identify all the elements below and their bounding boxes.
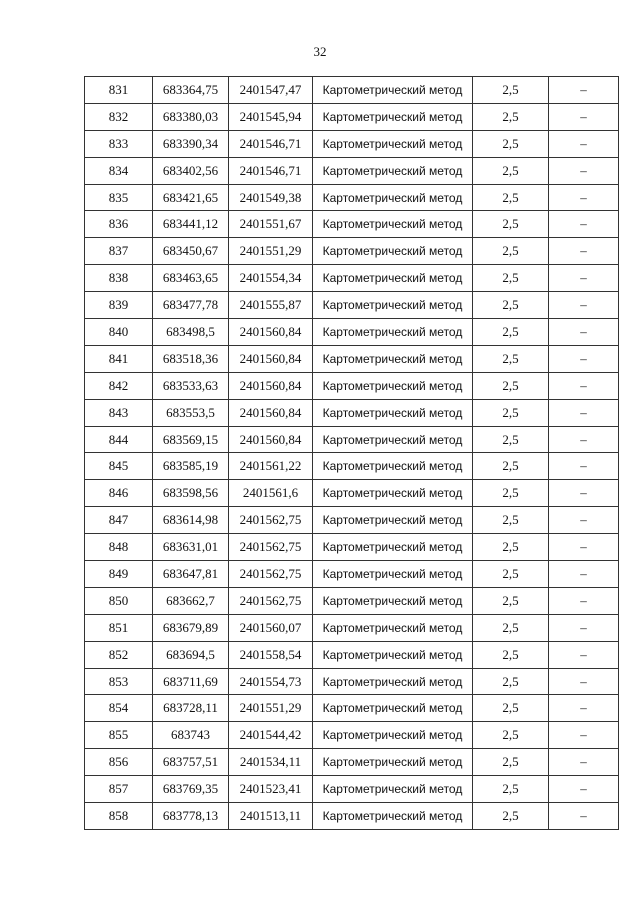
note-cell: – xyxy=(549,157,619,184)
method-cell: Картометрический метод xyxy=(313,641,473,668)
note-cell: – xyxy=(549,668,619,695)
table-row xyxy=(85,668,619,695)
point-number-cell: 850 xyxy=(85,587,153,614)
table-row xyxy=(85,319,619,346)
x-coordinate-cell: 683477,78 xyxy=(153,292,229,319)
note-cell: – xyxy=(549,399,619,426)
table-row xyxy=(85,345,619,372)
table-row xyxy=(85,722,619,749)
table-row xyxy=(85,507,619,534)
note-cell: – xyxy=(549,292,619,319)
accuracy-cell: 2,5 xyxy=(473,184,549,211)
table-row xyxy=(85,776,619,803)
note-cell: – xyxy=(549,453,619,480)
table-row xyxy=(85,211,619,238)
table-row xyxy=(85,238,619,265)
method-cell: Картометрический метод xyxy=(313,426,473,453)
x-coordinate-cell: 683390,34 xyxy=(153,130,229,157)
accuracy-cell: 2,5 xyxy=(473,345,549,372)
note-cell: – xyxy=(549,776,619,803)
accuracy-cell: 2,5 xyxy=(473,776,549,803)
table-row xyxy=(85,534,619,561)
point-number-cell: 845 xyxy=(85,453,153,480)
accuracy-cell: 2,5 xyxy=(473,399,549,426)
point-number-cell: 846 xyxy=(85,480,153,507)
y-coordinate-cell: 2401560,84 xyxy=(229,426,313,453)
y-coordinate-cell: 2401546,71 xyxy=(229,157,313,184)
method-cell: Картометрический метод xyxy=(313,507,473,534)
y-coordinate-cell: 2401560,84 xyxy=(229,319,313,346)
accuracy-cell: 2,5 xyxy=(473,426,549,453)
x-coordinate-cell: 683662,7 xyxy=(153,587,229,614)
accuracy-cell: 2,5 xyxy=(473,130,549,157)
page-number: 32 xyxy=(313,44,327,59)
y-coordinate-cell: 2401561,22 xyxy=(229,453,313,480)
accuracy-cell: 2,5 xyxy=(473,157,549,184)
table-row xyxy=(85,292,619,319)
point-number-cell: 837 xyxy=(85,238,153,265)
note-cell: – xyxy=(549,722,619,749)
y-coordinate-cell: 2401562,75 xyxy=(229,507,313,534)
accuracy-cell: 2,5 xyxy=(473,103,549,130)
accuracy-cell: 2,5 xyxy=(473,480,549,507)
y-coordinate-cell: 2401549,38 xyxy=(229,184,313,211)
accuracy-cell: 2,5 xyxy=(473,238,549,265)
table-row xyxy=(85,184,619,211)
table-row xyxy=(85,453,619,480)
y-coordinate-cell: 2401558,54 xyxy=(229,641,313,668)
point-number-cell: 852 xyxy=(85,641,153,668)
accuracy-cell: 2,5 xyxy=(473,803,549,830)
y-coordinate-cell: 2401551,29 xyxy=(229,695,313,722)
x-coordinate-cell: 683364,75 xyxy=(153,77,229,104)
method-cell: Картометрический метод xyxy=(313,534,473,561)
method-cell: Картометрический метод xyxy=(313,157,473,184)
note-cell: – xyxy=(549,641,619,668)
y-coordinate-cell: 2401554,73 xyxy=(229,668,313,695)
accuracy-cell: 2,5 xyxy=(473,587,549,614)
note-cell: – xyxy=(549,507,619,534)
point-number-cell: 854 xyxy=(85,695,153,722)
note-cell: – xyxy=(549,319,619,346)
x-coordinate-cell: 683533,63 xyxy=(153,372,229,399)
accuracy-cell: 2,5 xyxy=(473,641,549,668)
method-cell: Картометрический метод xyxy=(313,130,473,157)
note-cell: – xyxy=(549,103,619,130)
method-cell: Картометрический метод xyxy=(313,614,473,641)
coordinates-table xyxy=(84,76,619,830)
x-coordinate-cell: 683598,56 xyxy=(153,480,229,507)
y-coordinate-cell: 2401562,75 xyxy=(229,561,313,588)
method-cell: Картометрический метод xyxy=(313,292,473,319)
note-cell: – xyxy=(549,803,619,830)
note-cell: – xyxy=(549,265,619,292)
point-number-cell: 853 xyxy=(85,668,153,695)
point-number-cell: 858 xyxy=(85,803,153,830)
x-coordinate-cell: 683711,69 xyxy=(153,668,229,695)
y-coordinate-cell: 2401547,47 xyxy=(229,77,313,104)
note-cell: – xyxy=(549,614,619,641)
accuracy-cell: 2,5 xyxy=(473,534,549,561)
x-coordinate-cell: 683769,35 xyxy=(153,776,229,803)
point-number-cell: 838 xyxy=(85,265,153,292)
point-number-cell: 842 xyxy=(85,372,153,399)
x-coordinate-cell: 683757,51 xyxy=(153,749,229,776)
method-cell: Картометрический метод xyxy=(313,345,473,372)
y-coordinate-cell: 2401534,11 xyxy=(229,749,313,776)
accuracy-cell: 2,5 xyxy=(473,668,549,695)
note-cell: – xyxy=(549,345,619,372)
accuracy-cell: 2,5 xyxy=(473,319,549,346)
note-cell: – xyxy=(549,184,619,211)
table-row xyxy=(85,130,619,157)
x-coordinate-cell: 683694,5 xyxy=(153,641,229,668)
method-cell: Картометрический метод xyxy=(313,77,473,104)
note-cell: – xyxy=(549,749,619,776)
note-cell: – xyxy=(549,480,619,507)
x-coordinate-cell: 683441,12 xyxy=(153,211,229,238)
method-cell: Картометрический метод xyxy=(313,238,473,265)
accuracy-cell: 2,5 xyxy=(473,722,549,749)
table-row xyxy=(85,480,619,507)
y-coordinate-cell: 2401544,42 xyxy=(229,722,313,749)
accuracy-cell: 2,5 xyxy=(473,453,549,480)
x-coordinate-cell: 683498,5 xyxy=(153,319,229,346)
accuracy-cell: 2,5 xyxy=(473,561,549,588)
table-row xyxy=(85,426,619,453)
y-coordinate-cell: 2401513,11 xyxy=(229,803,313,830)
coordinates-table-body xyxy=(85,77,619,830)
y-coordinate-cell: 2401560,84 xyxy=(229,345,313,372)
x-coordinate-cell: 683463,65 xyxy=(153,265,229,292)
x-coordinate-cell: 683402,56 xyxy=(153,157,229,184)
table-row xyxy=(85,587,619,614)
point-number-cell: 851 xyxy=(85,614,153,641)
point-number-cell: 855 xyxy=(85,722,153,749)
note-cell: – xyxy=(549,534,619,561)
method-cell: Картометрический метод xyxy=(313,749,473,776)
point-number-cell: 831 xyxy=(85,77,153,104)
y-coordinate-cell: 2401555,87 xyxy=(229,292,313,319)
x-coordinate-cell: 683778,13 xyxy=(153,803,229,830)
y-coordinate-cell: 2401554,34 xyxy=(229,265,313,292)
x-coordinate-cell: 683380,03 xyxy=(153,103,229,130)
y-coordinate-cell: 2401551,67 xyxy=(229,211,313,238)
table-row xyxy=(85,77,619,104)
method-cell: Картометрический метод xyxy=(313,372,473,399)
note-cell: – xyxy=(549,238,619,265)
accuracy-cell: 2,5 xyxy=(473,372,549,399)
x-coordinate-cell: 683614,98 xyxy=(153,507,229,534)
table-row xyxy=(85,372,619,399)
point-number-cell: 835 xyxy=(85,184,153,211)
method-cell: Картометрический метод xyxy=(313,211,473,238)
point-number-cell: 841 xyxy=(85,345,153,372)
x-coordinate-cell: 683553,5 xyxy=(153,399,229,426)
note-cell: – xyxy=(549,211,619,238)
y-coordinate-cell: 2401562,75 xyxy=(229,587,313,614)
table-row xyxy=(85,695,619,722)
point-number-cell: 856 xyxy=(85,749,153,776)
point-number-cell: 857 xyxy=(85,776,153,803)
x-coordinate-cell: 683421,65 xyxy=(153,184,229,211)
y-coordinate-cell: 2401562,75 xyxy=(229,534,313,561)
note-cell: – xyxy=(549,587,619,614)
accuracy-cell: 2,5 xyxy=(473,614,549,641)
table-row xyxy=(85,265,619,292)
point-number-cell: 840 xyxy=(85,319,153,346)
point-number-cell: 843 xyxy=(85,399,153,426)
x-coordinate-cell: 683647,81 xyxy=(153,561,229,588)
point-number-cell: 844 xyxy=(85,426,153,453)
x-coordinate-cell: 683631,01 xyxy=(153,534,229,561)
x-coordinate-cell: 683679,89 xyxy=(153,614,229,641)
table-row xyxy=(85,103,619,130)
table-row xyxy=(85,803,619,830)
method-cell: Картометрический метод xyxy=(313,668,473,695)
accuracy-cell: 2,5 xyxy=(473,292,549,319)
table-row xyxy=(85,561,619,588)
method-cell: Картометрический метод xyxy=(313,399,473,426)
point-number-cell: 847 xyxy=(85,507,153,534)
method-cell: Картометрический метод xyxy=(313,480,473,507)
y-coordinate-cell: 2401546,71 xyxy=(229,130,313,157)
method-cell: Картометрический метод xyxy=(313,265,473,292)
point-number-cell: 832 xyxy=(85,103,153,130)
accuracy-cell: 2,5 xyxy=(473,77,549,104)
x-coordinate-cell: 683569,15 xyxy=(153,426,229,453)
y-coordinate-cell: 2401523,41 xyxy=(229,776,313,803)
note-cell: – xyxy=(549,561,619,588)
y-coordinate-cell: 2401560,84 xyxy=(229,399,313,426)
y-coordinate-cell: 2401545,94 xyxy=(229,103,313,130)
note-cell: – xyxy=(549,372,619,399)
point-number-cell: 849 xyxy=(85,561,153,588)
y-coordinate-cell: 2401560,84 xyxy=(229,372,313,399)
point-number-cell: 839 xyxy=(85,292,153,319)
x-coordinate-cell: 683743 xyxy=(153,722,229,749)
method-cell: Картометрический метод xyxy=(313,722,473,749)
point-number-cell: 834 xyxy=(85,157,153,184)
table-row xyxy=(85,614,619,641)
method-cell: Картометрический метод xyxy=(313,561,473,588)
point-number-cell: 833 xyxy=(85,130,153,157)
accuracy-cell: 2,5 xyxy=(473,265,549,292)
table-row xyxy=(85,749,619,776)
accuracy-cell: 2,5 xyxy=(473,507,549,534)
point-number-cell: 848 xyxy=(85,534,153,561)
accuracy-cell: 2,5 xyxy=(473,695,549,722)
note-cell: – xyxy=(549,130,619,157)
point-number-cell: 836 xyxy=(85,211,153,238)
method-cell: Картометрический метод xyxy=(313,184,473,211)
x-coordinate-cell: 683518,36 xyxy=(153,345,229,372)
note-cell: – xyxy=(549,426,619,453)
y-coordinate-cell: 2401560,07 xyxy=(229,614,313,641)
y-coordinate-cell: 2401561,6 xyxy=(229,480,313,507)
x-coordinate-cell: 683450,67 xyxy=(153,238,229,265)
method-cell: Картометрический метод xyxy=(313,776,473,803)
x-coordinate-cell: 683585,19 xyxy=(153,453,229,480)
table-row xyxy=(85,641,619,668)
note-cell: – xyxy=(549,695,619,722)
accuracy-cell: 2,5 xyxy=(473,211,549,238)
method-cell: Картометрический метод xyxy=(313,103,473,130)
method-cell: Картометрический метод xyxy=(313,803,473,830)
accuracy-cell: 2,5 xyxy=(473,749,549,776)
method-cell: Картометрический метод xyxy=(313,587,473,614)
method-cell: Картометрический метод xyxy=(313,695,473,722)
note-cell: – xyxy=(549,77,619,104)
method-cell: Картометрический метод xyxy=(313,453,473,480)
method-cell: Картометрический метод xyxy=(313,319,473,346)
y-coordinate-cell: 2401551,29 xyxy=(229,238,313,265)
table-row xyxy=(85,157,619,184)
x-coordinate-cell: 683728,11 xyxy=(153,695,229,722)
table-row xyxy=(85,399,619,426)
